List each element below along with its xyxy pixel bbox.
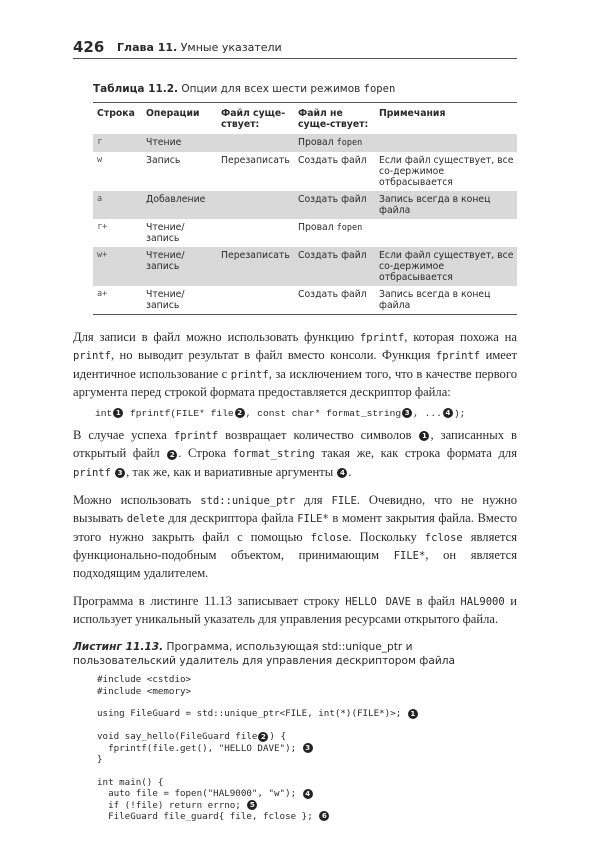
text-run: , так же, как и вариативные аргументы <box>126 464 337 479</box>
table-cell: a <box>93 191 142 219</box>
table-cell: Запись всегда в конец файла <box>379 289 491 311</box>
table-cell: Чтение/запись <box>142 247 217 286</box>
table-row <box>93 134 517 152</box>
table-cell: a+ <box>97 289 108 299</box>
inline-code: FILE <box>331 495 357 508</box>
table-caption-code: fopen <box>363 83 396 95</box>
inline-code: int main() { <box>97 776 164 788</box>
text-run: для <box>295 493 332 508</box>
table-caption <box>93 83 517 96</box>
inline-code: printf <box>230 368 269 381</box>
inline-code: std::unique_ptr <box>200 495 296 508</box>
inline-code: printf <box>73 466 111 479</box>
text-run: , но выводит результат в файл вместо консоли. Функция <box>110 348 436 363</box>
table-row <box>93 191 517 219</box>
column-header: Файл не суще-ствует: <box>298 108 369 130</box>
table-row <box>93 152 517 191</box>
inline-code: #include <memory> <box>97 685 192 697</box>
code-line <box>97 686 517 697</box>
table-cell: r <box>93 134 142 152</box>
table-cell: Если файл существует, все со-держимое отбрасывается <box>379 155 514 188</box>
column-header: Операции <box>146 108 200 119</box>
text-run: Для записи в файл можно использовать функцию <box>73 330 360 344</box>
code-listing <box>97 674 517 822</box>
table-cell: Добавление <box>142 191 217 219</box>
table-cell <box>217 134 294 152</box>
inline-code: void say_hello(FileGuard file <box>97 731 258 743</box>
inline-code: FILE* <box>297 513 329 526</box>
text-run: и использует уникальный указатель для управления ресурсами открытого файла. <box>73 593 518 626</box>
page-number: 426 <box>73 38 105 56</box>
code-line <box>97 743 517 754</box>
table-cell: Запись <box>146 155 181 166</box>
text-run <box>111 465 114 479</box>
book-page <box>73 0 517 842</box>
callout-number-icon: 1 <box>408 709 418 719</box>
listing-caption-label: Листинг 11.13. <box>73 641 164 654</box>
text-run: В случае успеха <box>73 428 174 443</box>
table-cell: Провал fopen <box>298 222 363 233</box>
inline-code: FileGuard file_guard{ file, fclose }; <box>97 810 319 822</box>
column-header: Примечания <box>379 108 446 119</box>
table-cell: Создать файл <box>294 247 375 286</box>
chapter-name: Умные указатели <box>180 41 282 54</box>
chapter-label: Глава 11. <box>117 41 178 54</box>
text-run: Можно использовать <box>73 493 201 508</box>
fopen-modes-table <box>93 102 517 315</box>
table-row <box>93 286 517 315</box>
text-run: Программа в листинге 11.13 записывает строку <box>73 593 346 608</box>
fprintf-signature <box>95 407 517 421</box>
table-header-row <box>93 103 517 135</box>
callout-number-icon: 6 <box>319 811 329 821</box>
table-cell: r+ <box>97 222 108 232</box>
table-cell: Чтение/запись <box>146 222 185 244</box>
inline-code: using FileGuard = std::unique_ptr<FILE, int(*)(FILE*)>; <box>97 708 407 720</box>
code-line <box>97 720 517 731</box>
column-header: Файл суще-ствует: <box>221 108 286 130</box>
table-row <box>93 247 517 286</box>
callout-number-icon: 4 <box>303 789 313 799</box>
callout-number-icon: 1 <box>113 408 123 418</box>
table-caption-label: Таблица 11.2. <box>93 83 179 95</box>
table-cell: Запись всегда в конец файла <box>375 191 517 219</box>
table-cell: w+ <box>93 247 142 286</box>
text-run: . Очевидно, что не нужно вызывать <box>73 493 517 526</box>
callout-number-icon: 3 <box>402 408 412 418</box>
text-run: . Строка <box>178 446 233 461</box>
table-cell: Создать файл <box>298 289 367 300</box>
table-cell: w <box>97 155 103 165</box>
paragraph <box>73 427 517 482</box>
code-line <box>97 765 517 776</box>
text-run: является функционально-подобным объектом, принимающим <box>73 529 517 562</box>
table-cell: Чтение <box>142 134 217 152</box>
table-cell <box>375 134 517 152</box>
text-run: , он является подходящим удалителем. <box>73 547 517 581</box>
listing-caption <box>73 640 517 668</box>
inline-code: fprintf <box>173 430 219 443</box>
inline-code: ); <box>453 408 466 420</box>
column-header: Строка <box>97 108 135 119</box>
text-run: для дескриптора файла <box>164 511 298 526</box>
inline-code: format_string <box>232 448 315 461</box>
inline-code: , const char* format_string <box>245 408 402 420</box>
callout-number-icon: 2 <box>167 450 177 460</box>
table-row <box>93 219 517 247</box>
text-run: в файл <box>410 593 461 608</box>
text-run: возвращает количество символов <box>218 428 419 443</box>
inline-code: } <box>97 753 103 765</box>
code-line <box>97 697 517 708</box>
listing-caption-text: Программа, использующая std::unique_ptr и пользовательский удалитель для управления дескриптором файла <box>73 641 455 668</box>
table-cell <box>217 286 294 315</box>
code-line <box>97 708 517 719</box>
inline-code: fopen <box>336 138 363 148</box>
inline-code: fclose <box>310 531 349 544</box>
text-run: , записанных в открытый файл <box>73 428 517 461</box>
table-cell <box>217 219 294 247</box>
table-cell: Создать файл <box>298 155 367 166</box>
table-cell <box>217 191 294 219</box>
text-run: . <box>348 464 352 479</box>
text-run: . Поскольку <box>348 529 425 544</box>
paragraph <box>73 593 517 629</box>
inline-code: HAL9000 <box>460 595 505 608</box>
inline-code: if (!file) return errno; <box>97 799 247 811</box>
table-cell: Перезаписать <box>221 155 290 166</box>
text-run: имеет идентичное использование с <box>73 348 517 381</box>
inline-code: FILE* <box>393 549 426 562</box>
inline-code: fclose <box>424 531 463 544</box>
text-run: в момент закрытия файла. Вместо этого нужно закрыть файл с помощью <box>73 511 517 544</box>
inline-code: HELLO DAVE <box>345 595 411 608</box>
table-cell <box>375 219 517 247</box>
code-line <box>97 800 517 811</box>
callout-number-icon: 3 <box>303 743 313 753</box>
table-cell: Провал fopen <box>294 134 375 152</box>
paragraph <box>73 492 517 582</box>
text-run: , за исключением того, что в качестве первого аргумента перед строкой формата предоставляется дескриптор файла: <box>73 366 517 399</box>
callout-number-icon: 4 <box>337 468 347 478</box>
inline-code: , ... <box>413 408 442 420</box>
inline-code: int <box>95 408 113 420</box>
callout-number-icon: 2 <box>235 408 245 418</box>
inline-code: ) { <box>269 731 287 743</box>
code-line <box>97 754 517 765</box>
running-header <box>73 38 517 59</box>
code-line <box>97 811 517 822</box>
paragraph <box>73 329 517 401</box>
table-caption-text: Опции для всех шести режимов <box>181 83 364 95</box>
inline-code: fprintf(FILE* file <box>124 408 234 420</box>
table-cell: Чтение/запись <box>146 289 185 311</box>
table-cell: Перезаписать <box>217 247 294 286</box>
inline-code: #include <cstdio> <box>97 674 192 686</box>
table-cell: Если файл существует, все со-держимое отбрасывается <box>375 247 517 286</box>
inline-code: printf <box>73 350 111 363</box>
table-cell: Создать файл <box>294 191 375 219</box>
inline-code: fopen <box>336 223 363 233</box>
text-run: такая же, как строка формата для <box>314 446 517 461</box>
inline-code: fprintf <box>359 332 405 344</box>
callout-number-icon: 5 <box>247 800 257 810</box>
text-run: , которая похожа на <box>404 330 517 344</box>
code-line <box>97 788 517 799</box>
callout-number-icon: 2 <box>258 732 268 742</box>
callout-number-icon: 1 <box>419 431 429 441</box>
inline-code: fprintf(file.get(), "HELLO DAVE"); <box>97 742 302 754</box>
code-line <box>97 731 517 742</box>
code-line <box>97 674 517 685</box>
callout-number-icon: 3 <box>115 468 125 478</box>
callout-number-icon: 4 <box>443 408 453 418</box>
inline-code: auto file = fopen("HAL9000", "w"); <box>97 788 302 800</box>
chapter-title <box>117 41 282 54</box>
code-line <box>97 777 517 788</box>
inline-code: delete <box>126 513 165 526</box>
inline-code: fprintf <box>435 350 481 363</box>
